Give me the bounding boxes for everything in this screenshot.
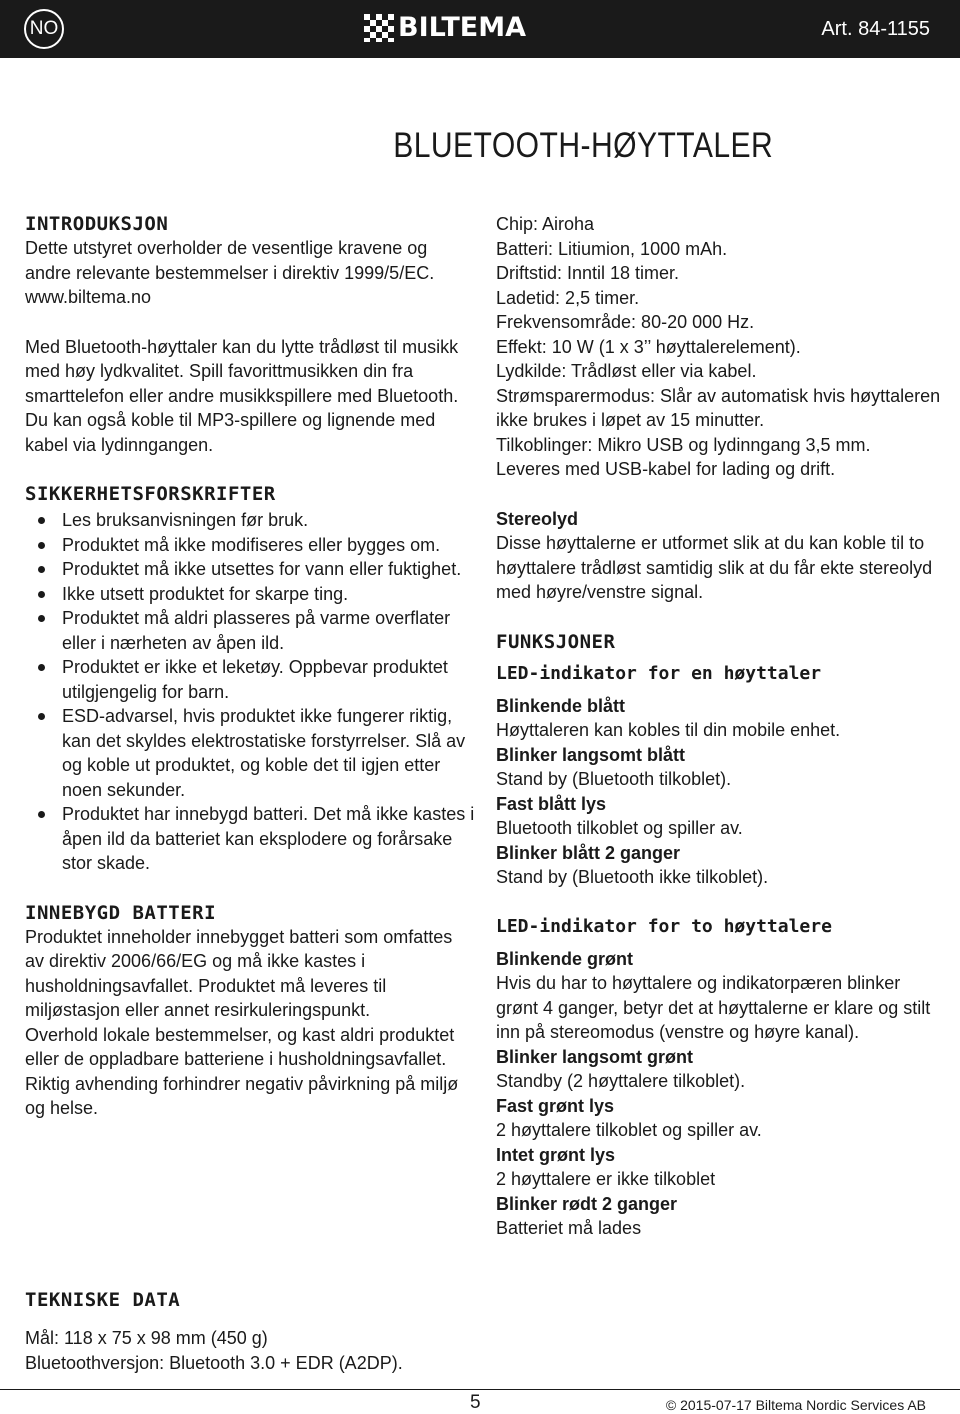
tech-line: Mål: 118 x 75 x 98 mm (450 g)	[25, 1328, 268, 1348]
list-item: Les bruksanvisningen før bruk.	[25, 508, 475, 533]
list-item: ESD-advarsel, hvis produktet ikke fungerer riktig, kan det skyldes elektrostatiske forstyrrelser. Slå av og koble ut produktet, og koble det til igjen etter noen sekunder.	[25, 704, 475, 802]
led-state-text: Standby (2 høyttalere tilkoblet).	[496, 1071, 746, 1091]
led-state-text: 2 høyttalere er ikke tilkoblet	[496, 1169, 716, 1189]
led-state-label: Intet grønt lys	[496, 1144, 616, 1165]
list-item: Produktet har innebygd batteri. Det må ikke kastes i åpen ild da batteriet kan eksplodere og forårsake stor skade.	[25, 802, 475, 876]
spec-line: Effekt: 10 W (1 x 3’’ høyttalerelement).	[496, 336, 801, 357]
led-state-text: Hvis du har to høyttalere og indikatorpæren blinker grønt 4 ganger, betyr det at høyttalerne er klare og stilt inn på stereomodus (venstre og høyre kanal).	[496, 973, 931, 1042]
list-item: Produktet må aldri plasseres på varme overflater eller i nærheten av åpen ild.	[25, 606, 475, 655]
copyright-notice: © 2015-07-17 Biltema Nordic Services AB	[665, 1397, 926, 1413]
spec-line: Ladetid: 2,5 timer.	[496, 287, 640, 308]
led-state-label: Blinkende grønt	[496, 948, 634, 969]
spec-line: Strømsparermodus: Slår av automatisk hvis høyttaleren ikke brukes i løpet av 15 minutter.	[496, 385, 941, 430]
brand-name: BILTEMA	[398, 12, 526, 43]
led-state-text: Batteriet må lades	[496, 1218, 642, 1238]
stereo-heading: Stereolyd	[496, 508, 579, 529]
checkered-flag-icon	[364, 14, 394, 42]
spec-line: Frekvensområde: 80-20 000 Hz.	[496, 312, 755, 332]
stereo-text: Disse høyttalerne er utformet slik at du kan koble til to høyttalere trådløst samtidig slik at du får ekte stereolyd med høyre/venstre signal.	[496, 533, 933, 602]
led-state-label: Fast blått lys	[496, 793, 607, 814]
spec-line: Driftstid: Inntil 18 timer.	[496, 263, 680, 283]
led-state-label: Blinker rødt 2 ganger	[496, 1193, 678, 1214]
brand-logo	[364, 13, 526, 43]
intro-description: Med Bluetooth-høyttaler kan du lytte trådløst til musikk med høy lydkvalitet. Spill favorittmusikken din fra smarttelefon eller andre musikkspillere med Bluetooth. Du kan også koble til MP3-spillere og lignende med kabel via lydinngangen.	[25, 336, 459, 455]
tech-data-section	[25, 1288, 485, 1375]
led-state-text: Stand by (Bluetooth ikke tilkoblet).	[496, 867, 769, 887]
intro-url: www.biltema.no	[25, 287, 152, 307]
led-state-label: Blinker langsomt grønt	[496, 1046, 694, 1067]
led-state-label: Blinker langsomt blått	[496, 744, 686, 765]
led-state-text: 2 høyttalere tilkoblet og spiller av.	[496, 1120, 762, 1140]
tech-line: Bluetoothversjon: Bluetooth 3.0 + EDR (A2DP).	[25, 1352, 403, 1373]
battery-paragraph: Produktet inneholder innebygget batteri som omfattes av direktiv 2006/66/EG og må ikke kastes i husholdningsavfallet. Produktet må leveres til miljøstasjon eller annet resirkuleringspunkt.	[25, 926, 453, 1020]
led-state-text: Bluetooth tilkoblet og spiller av.	[496, 818, 743, 838]
led-two-heading: LED-indikator for to høyttalere	[496, 915, 832, 937]
battery-disposal-paragraph: Overhold lokale bestemmelser, og kast aldri produktet eller de oppladbare batteriene i husholdningsavfallet. Riktig avhending forhindrer negativ påvirkning på miljø og helse.	[25, 1024, 459, 1118]
right-column	[496, 212, 946, 1241]
list-item: Ikke utsett produktet for skarpe ting.	[25, 582, 475, 607]
left-column	[25, 212, 475, 1121]
spec-line: Leveres med USB-kabel for lading og drift.	[496, 459, 836, 479]
list-item: Produktet er ikke et leketøy. Oppbevar produktet utilgjengelig for barn.	[25, 655, 475, 704]
spec-line: Tilkoblinger: Mikro USB og lydinngang 3,5 mm.	[496, 434, 871, 455]
led-one-heading: LED-indikator for en høyttaler	[496, 662, 822, 684]
intro-paragraph: Dette utstyret overholder de vesentlige kravene og andre relevante bestemmelser i direktiv 1999/5/EC.	[25, 238, 435, 283]
led-state-label: Fast grønt lys	[496, 1095, 615, 1116]
intro-heading: INTRODUKSJON	[25, 213, 169, 235]
page-number: 5	[470, 1392, 481, 1413]
language-badge: NO	[24, 9, 64, 49]
battery-heading: INNEBYGD BATTERI	[25, 901, 217, 924]
list-item: Produktet må ikke modifiseres eller bygges om.	[25, 533, 475, 558]
safety-heading: SIKKERHETSFORSKRIFTER	[25, 483, 276, 505]
safety-list	[25, 508, 475, 876]
led-state-text: Høyttaleren kan kobles til din mobile enhet.	[496, 720, 841, 740]
led-state-label: Blinkende blått	[496, 695, 626, 716]
spec-line: Chip: Airoha	[496, 214, 595, 234]
header-bar	[0, 0, 960, 58]
list-item: Produktet må ikke utsettes for vann eller fuktighet.	[25, 557, 475, 582]
article-number: Art. 84-1155	[821, 18, 930, 40]
led-state-text: Stand by (Bluetooth tilkoblet).	[496, 769, 732, 789]
functions-heading: FUNKSJONER	[496, 630, 616, 653]
tech-heading: TEKNISKE DATA	[25, 1289, 181, 1311]
footer-divider	[0, 1389, 960, 1390]
spec-line: Batteri: Litiumion, 1000 mAh.	[496, 238, 728, 259]
spec-line: Lydkilde: Trådløst eller via kabel.	[496, 361, 757, 381]
document-title: BLUETOOTH-HØYTTALER	[393, 126, 774, 165]
led-state-label: Blinker blått 2 ganger	[496, 842, 681, 863]
